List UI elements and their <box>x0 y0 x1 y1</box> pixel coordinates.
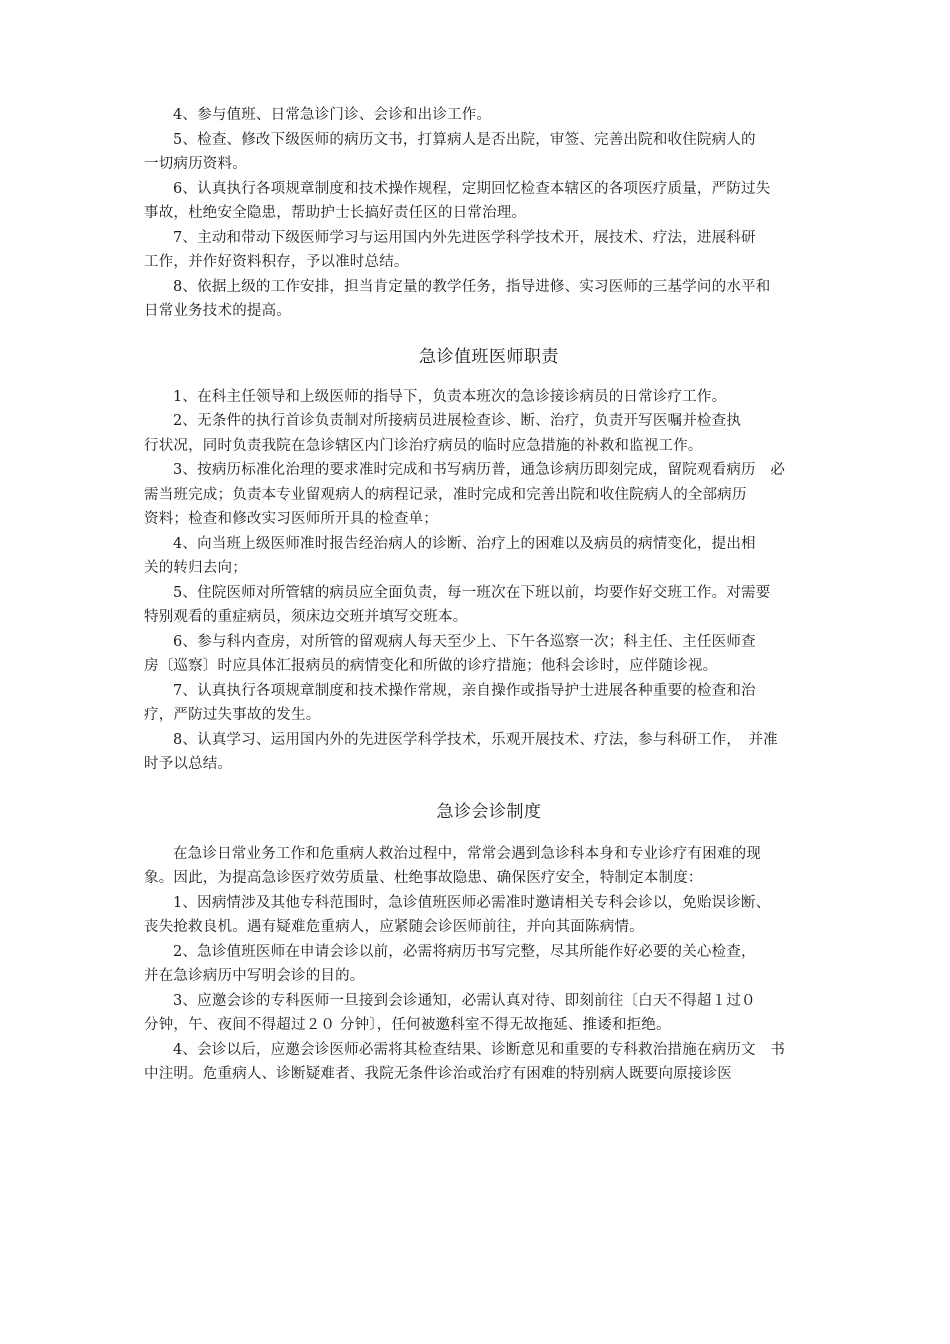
paragraph <box>144 630 834 679</box>
text-line: 5、住院医师对所管辖的病员应全面负责，每一班次在下班以前，均要作好交班工作。对需要 <box>173 584 771 601</box>
section-title-emergency-duty-physician: 急诊值班医师职责 <box>419 346 559 367</box>
text-line: 时予以总结。 <box>144 756 233 772</box>
text-line: 工作，并作好资料积存，予以准时总结。 <box>144 254 409 270</box>
text-line: 2、无条件的执行首诊负责制对所接病员进展检查诊、断、治疗，负责开写医嘱并检查执 <box>173 413 742 429</box>
paragraph <box>144 532 834 581</box>
paragraph <box>144 728 834 777</box>
text-line: 6、认真执行各项规章制度和技术操作规程，定期回忆检查本辖区的各项医疗质量，严防过失 <box>173 180 771 197</box>
paragraph <box>144 842 834 891</box>
text-line: 4、向当班上级医师准时报告经治病人的诊断、治疗上的困难以及病员的病情变化，提出相 <box>173 535 756 552</box>
document-body <box>144 103 834 1087</box>
paragraph <box>144 177 834 226</box>
section-title-emergency-consultation: 急诊会诊制度 <box>436 801 542 822</box>
text-line: 特别观看的重症病员，须床边交班并填写交班本。 <box>144 609 468 625</box>
section-physician-duties-continued <box>144 103 834 324</box>
paragraph <box>144 989 834 1038</box>
text-line: 中注明。危重病人、诊断疑难者、我院无条件诊治或治疗有困难的特别病人既要向原接诊医 <box>144 1066 732 1082</box>
section-emergency-consultation <box>144 842 834 1087</box>
text-line: 资料；检查和修改实习医师所开具的检查单； <box>144 511 438 527</box>
paragraph <box>144 103 834 128</box>
text-line: 4、会诊以后，应邀会诊医师必需将其检查结果、诊断意见和重要的专科救治措施在病历文 书 <box>173 1041 786 1058</box>
text-line: 1、在科主任领导和上级医师的指导下，负责本班次的急诊接诊病员的日常诊疗工作。 <box>173 388 727 405</box>
paragraph <box>144 1038 834 1087</box>
paragraph <box>144 385 834 410</box>
text-line: 3、应邀会诊的专科医师一旦接到会诊通知，必需认真对待、即刻前往〔白天不得超１过０ <box>173 992 756 1009</box>
text-line: 7、主动和带动下级医师学习与运用国内外先进医学科学技术开，展技术、疗法，进展科研 <box>173 229 756 246</box>
text-line: 4、参与值班、日常急诊门诊、会诊和出诊工作。 <box>173 107 492 123</box>
text-line: 房〔巡察〕时应具体汇报病员的病情变化和所做的诊疗措施；他科会诊时，应伴随诊视。 <box>144 658 718 674</box>
text-line: 关的转归去向； <box>144 560 247 576</box>
text-line: 需当班完成；负责本专业留观病人的病程记录，准时完成和完善出院和收住院病人的全部病历 <box>144 486 747 503</box>
text-line: 日常业务技术的提高。 <box>144 303 291 319</box>
paragraph <box>144 940 834 989</box>
text-line: 分钟，午、夜间不得超过２０ 分钟〕，任何被邀科室不得无故拖延、推诿和拒绝。 <box>144 1017 671 1033</box>
text-line: 在急诊日常业务工作和危重病人救治过程中，常常会遇到急诊科本身和专业诊疗有困难的现 <box>173 845 761 862</box>
text-line: 1、因病情涉及其他专科范围时，急诊值班医师必需准时邀请相关专科会诊以，免贻误诊断、 <box>173 894 771 911</box>
paragraph <box>144 226 834 275</box>
text-line: 5、检查、修改下级医师的病历文书，打算病人是否出院，审签、完善出院和收住院病人的 <box>173 131 756 148</box>
text-line: 8、认真学习、运用国内外的先进医学科学技术，乐观开展技术、疗法，参与科研工作， 并准 <box>173 731 778 748</box>
text-line: 一切病历资料。 <box>144 156 247 172</box>
text-line: 8、依据上级的工作安排，担当肯定量的教学任务，指导进修、实习医师的三基学问的水平和 <box>173 278 771 295</box>
text-line: 疗，严防过失事故的发生。 <box>144 707 321 723</box>
text-line: 丧失抢救良机。遇有疑难危重病人，应紧随会诊医师前往，并向其面陈病情。 <box>144 919 644 935</box>
paragraph <box>144 458 834 532</box>
paragraph <box>144 275 834 324</box>
text-line: 并在急诊病历中写明会诊的目的。 <box>144 968 365 984</box>
text-line: 事故，杜绝安全隐患，帮助护士长搞好责任区的日常治理。 <box>144 205 527 221</box>
paragraph <box>144 891 834 940</box>
paragraph <box>144 128 834 177</box>
text-line: 象。因此，为提高急诊医疗效劳质量、杜绝事故隐患、确保医疗安全，特制定本制度： <box>144 870 703 886</box>
section-emergency-duty-physician <box>144 385 834 777</box>
paragraph <box>144 409 834 458</box>
text-line: 3、按病历标准化治理的要求准时完成和书写病历普，通急诊病历即刻完成，留院观看病历 必 <box>173 462 786 478</box>
text-line: 行状况，同时负责我院在急诊辖区内门诊治疗病员的临时应急措施的补救和监视工作。 <box>144 437 703 454</box>
text-line: 7、认真执行各项规章制度和技术操作常规，亲自操作或指导护士进展各种重要的检查和治 <box>173 682 756 699</box>
paragraph <box>144 581 834 630</box>
text-line: 6、参与科内查房，对所管的留观病人每天至少上、下午各巡察一次；科主任、主任医师查 <box>173 633 756 650</box>
text-line: 2、急诊值班医师在申请会诊以前，必需将病历书写完整，尽其所能作好必要的关心检查， <box>173 943 756 960</box>
paragraph <box>144 679 834 728</box>
